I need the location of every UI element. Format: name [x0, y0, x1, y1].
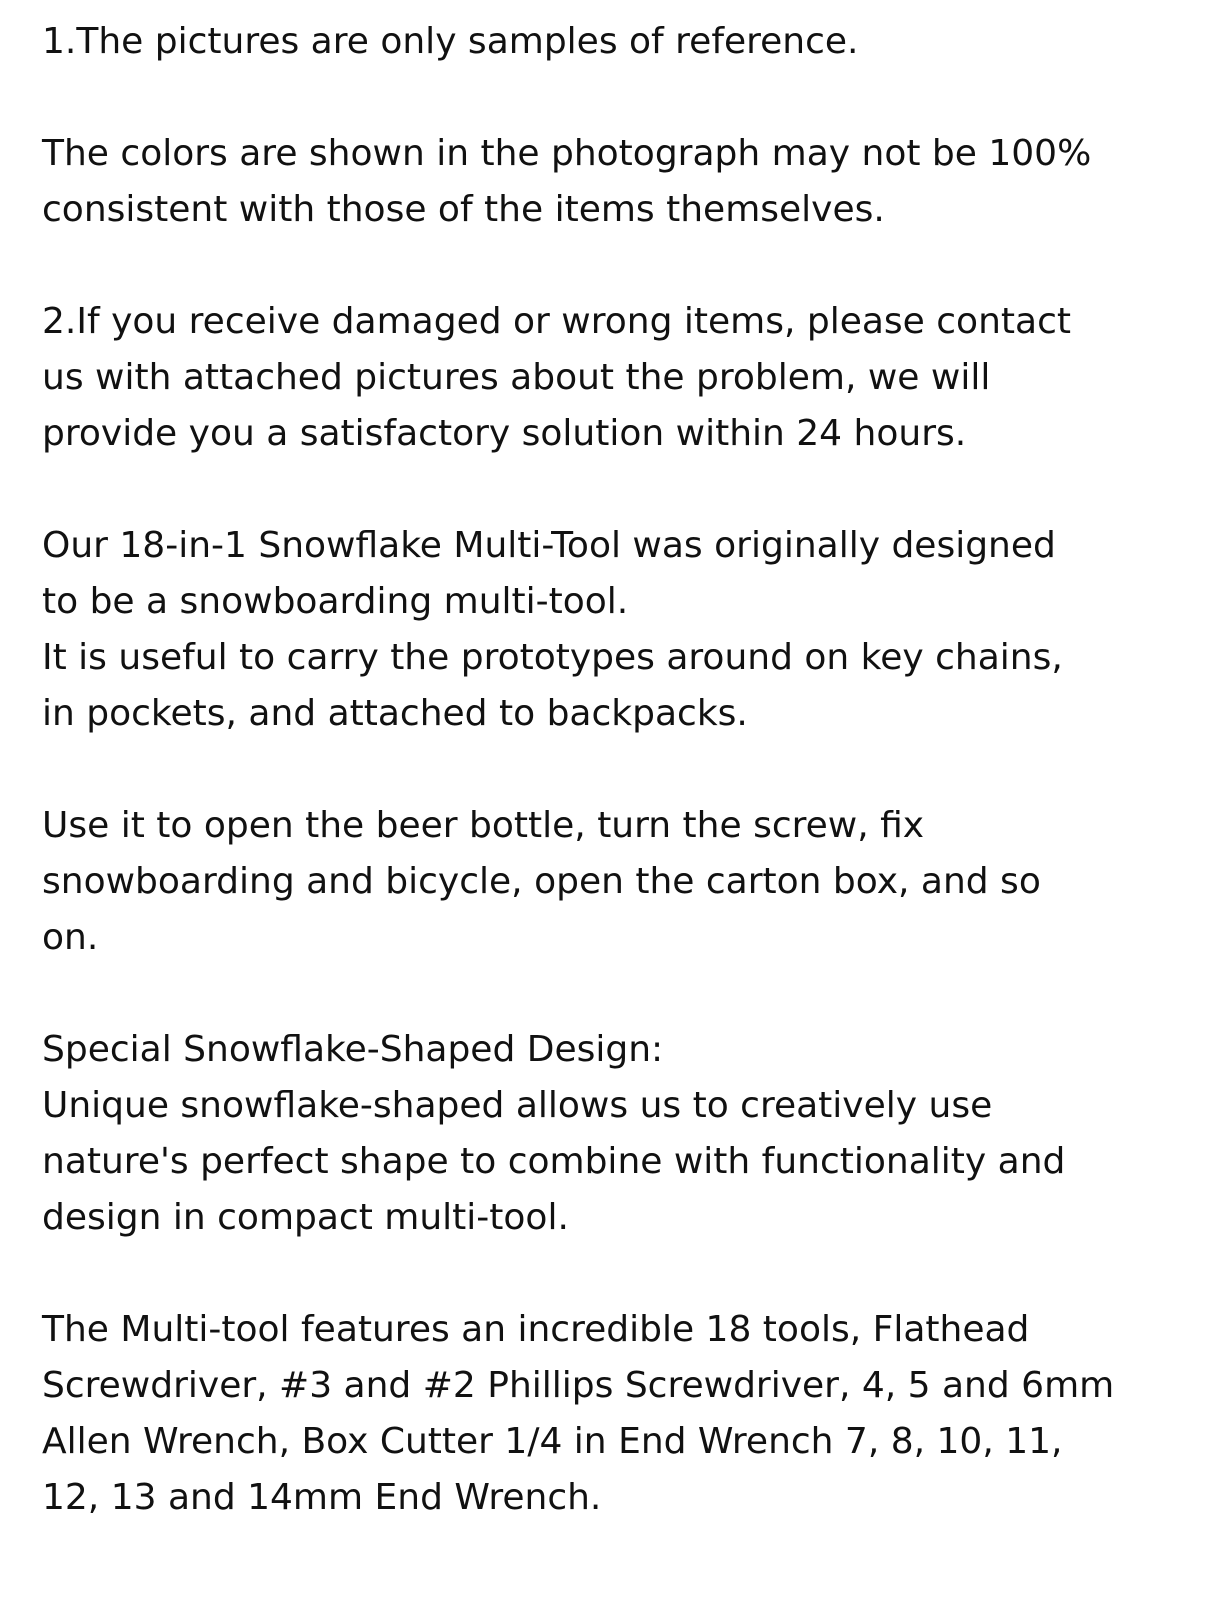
paragraph-gap [42, 70, 1192, 126]
paragraph-design [42, 1022, 1192, 1246]
text-line: on. [42, 917, 99, 958]
text-line: nature's perfect shape to combine with functionality and [42, 1141, 1066, 1182]
text-line: Screwdriver, #3 and #2 Phillips Screwdriver, 4, 5 and 6mm [42, 1365, 1115, 1406]
text-line: The Multi-tool features an incredible 18 tools, Flathead [42, 1309, 1030, 1350]
text-line: in pockets, and attached to backpacks. [42, 693, 748, 734]
text-line: 2.If you receive damaged or wrong items, please contact [42, 301, 1071, 342]
text-line: snowboarding and bicycle, open the carton box, and so [42, 861, 1041, 902]
text-line: consistent with those of the items themselves. [42, 189, 885, 230]
text-line: Allen Wrench, Box Cutter 1/4 in End Wrench 7, 8, 10, 11, [42, 1421, 1063, 1462]
text-line: 1.The pictures are only samples of reference. [42, 21, 859, 62]
text-line: Use it to open the beer bottle, turn the screw, fix [42, 805, 925, 846]
text-line: Special Snowflake-Shaped Design: [42, 1029, 664, 1070]
paragraph-usage [42, 798, 1192, 966]
paragraph-gap [42, 966, 1192, 1022]
text-line: 12, 13 and 14mm End Wrench. [42, 1477, 602, 1518]
paragraph-gap [42, 238, 1192, 294]
text-line: to be a snowboarding multi-tool. [42, 581, 629, 622]
paragraph-gap [42, 1246, 1192, 1302]
text-line: It is useful to carry the prototypes around on key chains, [42, 637, 1063, 678]
paragraph-gap [42, 462, 1192, 518]
text-line: Unique snowflake-shaped allows us to creatively use [42, 1085, 993, 1126]
paragraph-features [42, 1302, 1192, 1526]
text-line: The colors are shown in the photograph may not be 100% [42, 133, 1092, 174]
paragraph-gap [42, 742, 1192, 798]
text-line: Our 18-in-1 Snowflake Multi-Tool was originally designed [42, 525, 1056, 566]
paragraph-damaged-items [42, 294, 1192, 462]
paragraph-product-intro [42, 518, 1192, 742]
document-body [42, 14, 1192, 1526]
paragraph-color-note [42, 126, 1192, 238]
text-line: design in compact multi-tool. [42, 1197, 569, 1238]
paragraph-reference-note [42, 14, 1192, 70]
text-line: us with attached pictures about the problem, we will [42, 357, 991, 398]
text-line: provide you a satisfactory solution within 24 hours. [42, 413, 967, 454]
